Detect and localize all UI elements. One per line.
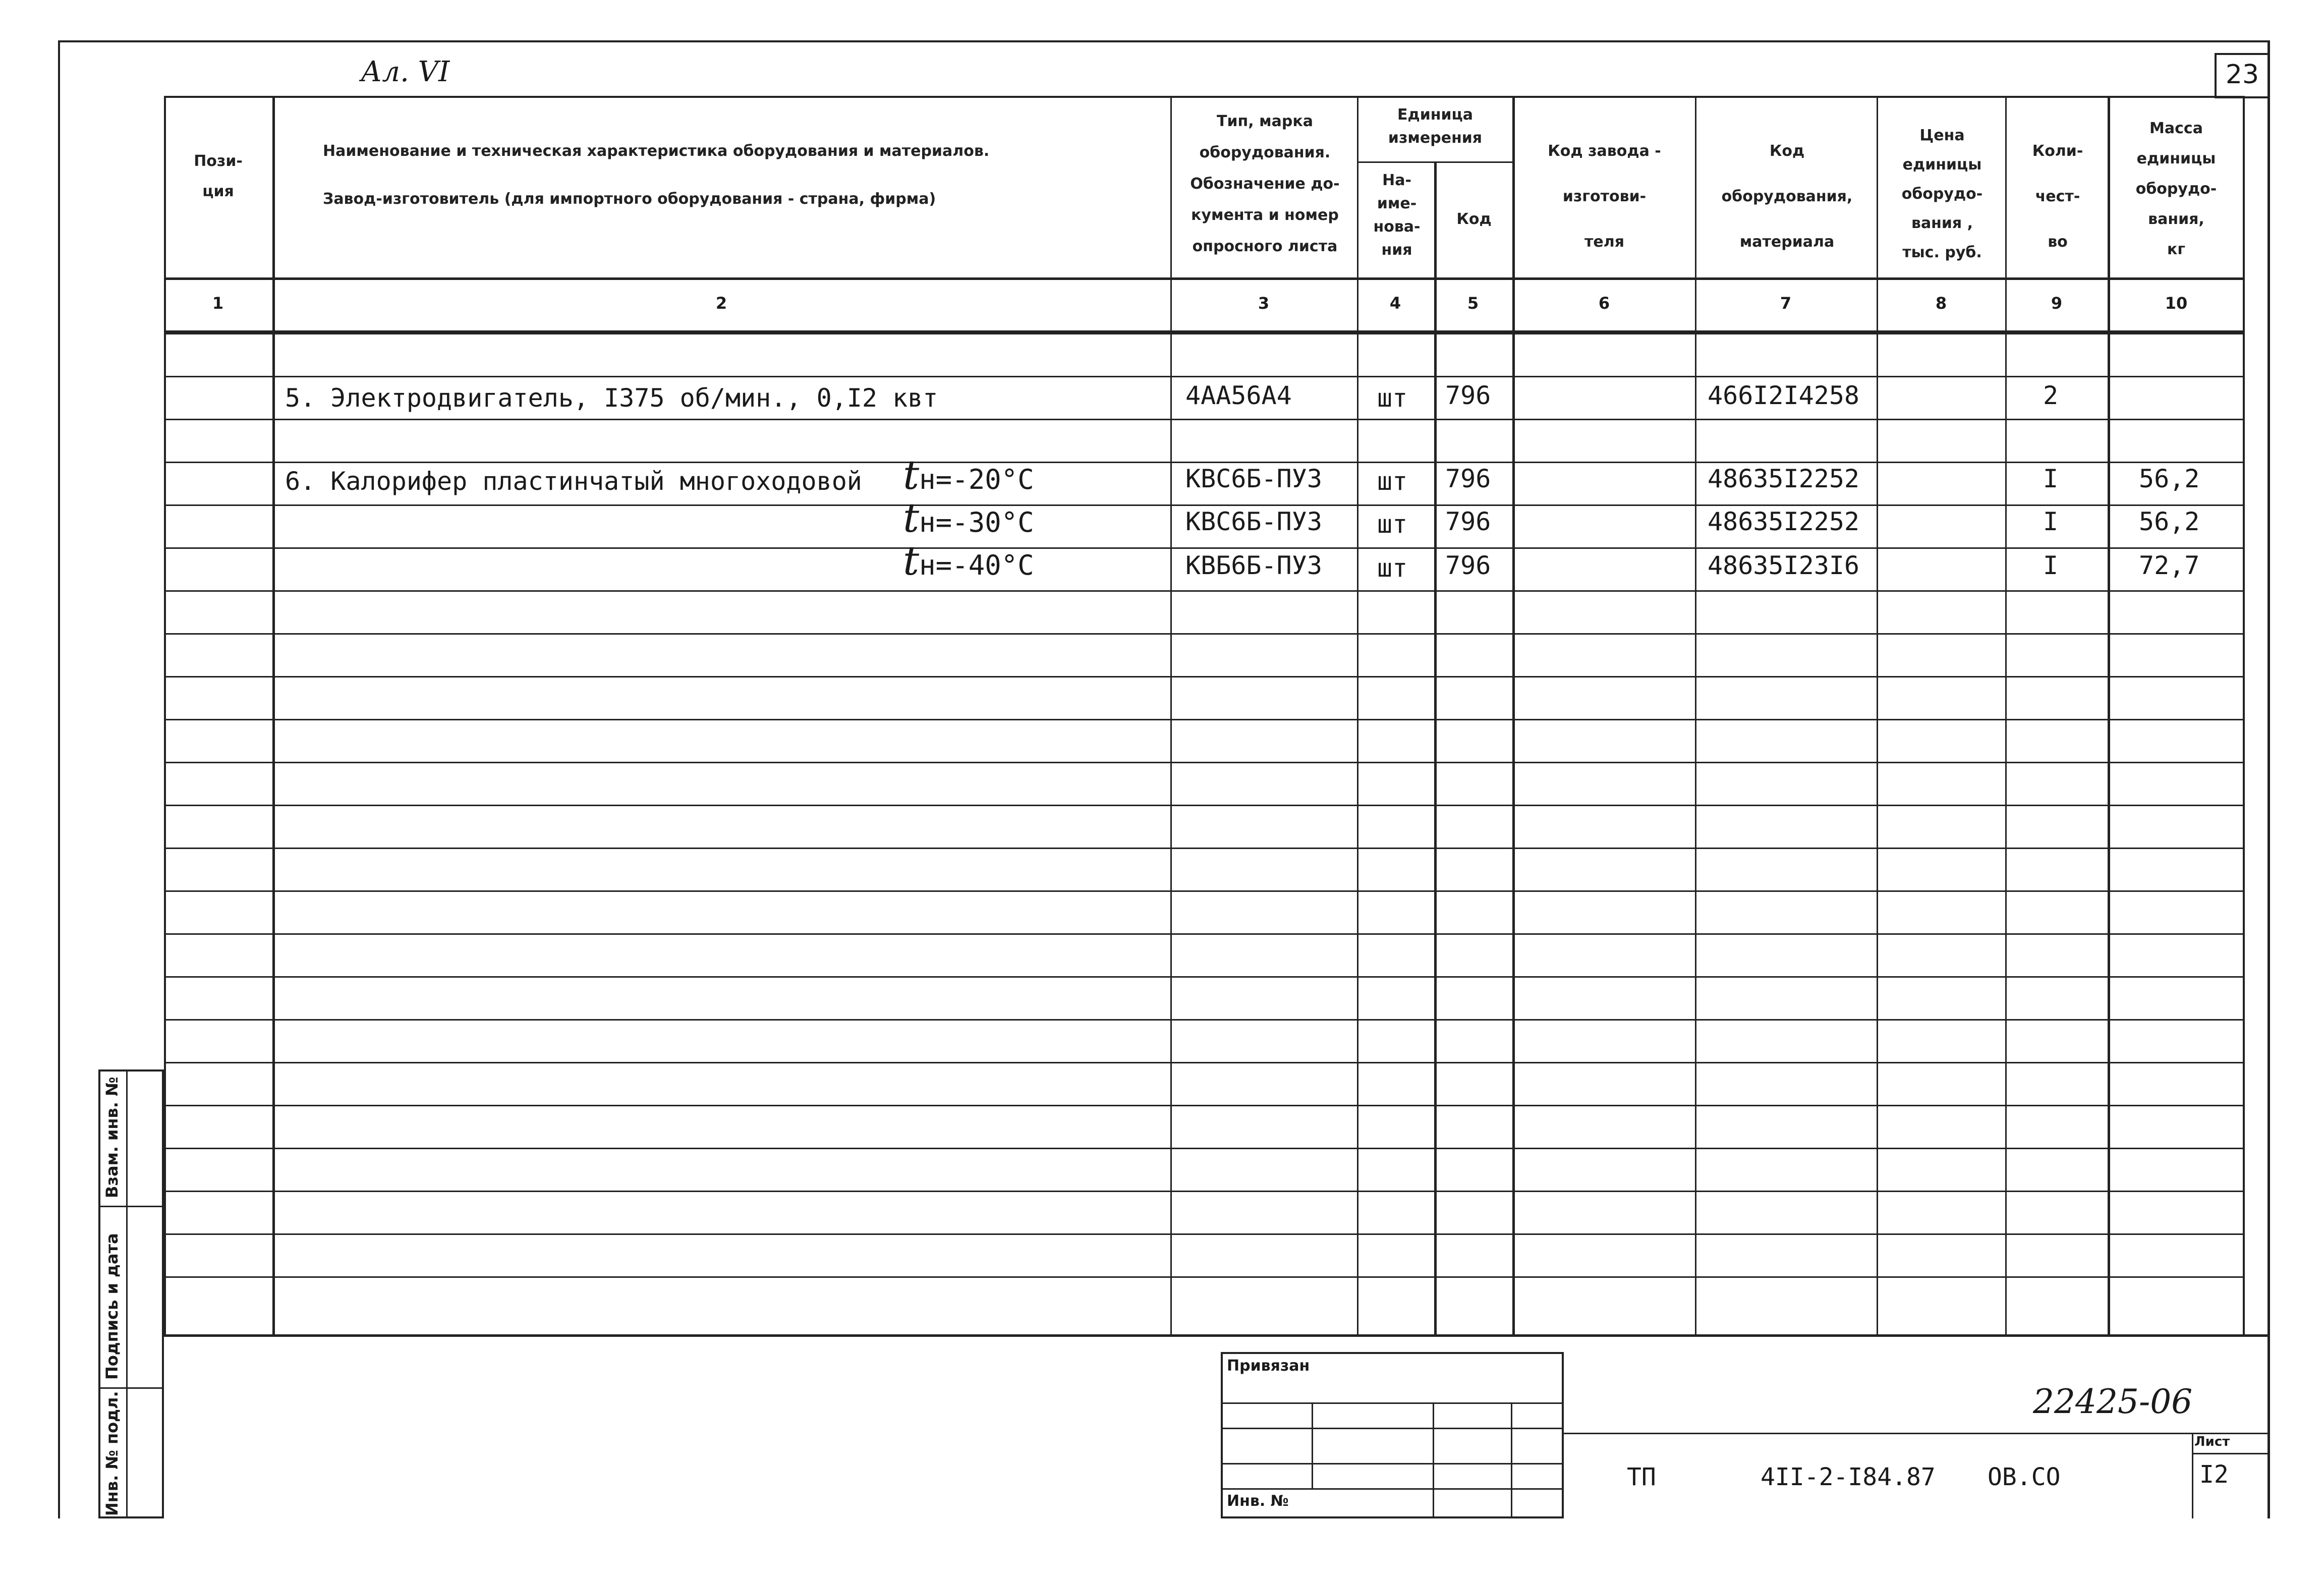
- col-line-2: [1170, 96, 1172, 1337]
- header-type-l1: Тип, марка: [1217, 112, 1313, 130]
- header-bottom-line: [164, 277, 2245, 280]
- title-sheet-sep: [2192, 1453, 2268, 1454]
- row4-temp-value: н=-40°С: [919, 549, 1034, 581]
- header-name-line1: Наименование и техническая характеристика оборудования и материалов.: [323, 142, 990, 160]
- table-bottom-line: [164, 1334, 2270, 1337]
- page-number: 23: [2225, 60, 2259, 90]
- attached-line-3: [1221, 1463, 1564, 1464]
- row4-type: КВБ6Б-ПУЗ: [1185, 551, 1322, 580]
- col-line-9: [2108, 96, 2110, 1337]
- row-line: [164, 762, 2245, 763]
- header-type-l5: опросного листа: [1192, 238, 1338, 255]
- colnum-2: 2: [715, 294, 727, 313]
- col-line-5: [1512, 96, 1515, 1337]
- frame-right-edge: [2268, 40, 2270, 1518]
- side-stamp-field-1: Инв. № подл.: [102, 1391, 122, 1516]
- row2-temp: [903, 452, 1034, 498]
- header-unit-name-l1: На-: [1382, 172, 1411, 189]
- row2-mass: 56,2: [2139, 464, 2200, 493]
- spec-table: [164, 96, 2245, 1337]
- header-qty-l3: во: [2048, 233, 2068, 251]
- header-mass-l2: единицы: [2136, 150, 2216, 167]
- title-sheet-col: [2192, 1433, 2193, 1518]
- row4-mass: 72,7: [2139, 551, 2200, 580]
- header-price-l1: Цена: [1919, 127, 1965, 144]
- header-mass-l4: вания,: [2148, 210, 2204, 228]
- row4-unit: шт: [1377, 553, 1408, 583]
- header-price-block: [1879, 121, 2005, 267]
- col-line-6: [1695, 96, 1696, 1337]
- handwritten-number: 22425-06: [2033, 1382, 2193, 1421]
- header-mass-l3: оборудо-: [2135, 180, 2217, 198]
- row2-type: КВС6Б-ПУЗ: [1185, 464, 1322, 493]
- row3-unit: шт: [1377, 510, 1408, 539]
- row-line: [164, 848, 2245, 849]
- row1-qty: 2: [2043, 381, 2059, 410]
- top-label: Ал. VI: [361, 55, 450, 88]
- header-unit-code: Код: [1456, 210, 1492, 228]
- row2-unit: шт: [1377, 467, 1408, 496]
- attached-line-4: [1221, 1488, 1564, 1490]
- row3-mass: 56,2: [2139, 507, 2200, 536]
- header-plant-l2: изготови-: [1562, 188, 1647, 205]
- row-line: [164, 547, 2245, 549]
- colnum-9: 9: [2051, 294, 2063, 313]
- row3-type: КВС6Б-ПУЗ: [1185, 507, 1322, 536]
- header-price-l5: тыс. руб.: [1902, 244, 1982, 261]
- row1-unit-code: 796: [1445, 381, 1491, 410]
- sheet-number: I2: [2199, 1460, 2229, 1489]
- attached-line-2: [1221, 1428, 1564, 1429]
- header-unit-group: Единица измерения: [1388, 106, 1483, 147]
- header-position: Пози- ция: [194, 152, 243, 200]
- row4-equip-code: 48635I23I6: [1708, 551, 1860, 580]
- row-line: [164, 933, 2245, 935]
- header-unit-name-block: [1359, 169, 1434, 262]
- header-price-l2: единицы: [1902, 156, 1982, 174]
- row1-type: 4АА56А4: [1185, 381, 1292, 410]
- col-line-1: [272, 96, 275, 1337]
- colnum-6: 6: [1598, 294, 1610, 313]
- header-equip-l3: материала: [1739, 233, 1835, 251]
- col-line-4: [1434, 161, 1437, 1337]
- side-stamp-field-3: Взам. инв. №: [102, 1077, 122, 1198]
- header-mass-block: [2110, 114, 2242, 265]
- row-line: [164, 1105, 2245, 1106]
- row3-temp-value: н=-30°С: [919, 506, 1034, 538]
- header-mass-l1: Масса: [2149, 120, 2203, 137]
- temp-t-symbol: t: [903, 452, 920, 498]
- col-line-3: [1357, 96, 1358, 1337]
- doc-prefix: ТП: [1627, 1463, 1656, 1491]
- attached-col-1: [1312, 1402, 1313, 1488]
- row-line: [164, 376, 2245, 377]
- row1-name: 5. Электродвигатель, I375 об/мин., 0,I2 квт: [285, 383, 938, 413]
- header-type-l3: Обозначение до-: [1190, 175, 1340, 193]
- colnum-7: 7: [1780, 294, 1792, 313]
- attached-col-3: [1511, 1402, 1512, 1518]
- row3-unit-code: 796: [1445, 507, 1491, 536]
- row-line: [164, 676, 2245, 678]
- attached-col-2: [1433, 1402, 1434, 1518]
- row-line: [164, 633, 2245, 635]
- row-line: [164, 590, 2245, 592]
- row3-temp: [903, 494, 1034, 541]
- row-line: [164, 504, 2245, 506]
- row2-qty: I: [2043, 464, 2059, 493]
- row2-name: 6. Калорифер пластинчатый многоходовой: [285, 467, 862, 496]
- row-line: [164, 462, 2245, 463]
- header-price-l3: оборудо-: [1901, 185, 1983, 203]
- row3-equip-code: 48635I2252: [1708, 507, 1860, 536]
- title-block-top-line: [1564, 1433, 2270, 1434]
- side-stamp-divider: [126, 1069, 128, 1518]
- row4-qty: I: [2043, 551, 2059, 580]
- row1-unit: шт: [1377, 383, 1408, 413]
- attached-label: Привязан: [1227, 1357, 1310, 1375]
- header-unit-name-l2: име-: [1377, 195, 1417, 212]
- row2-unit-code: 796: [1445, 464, 1491, 493]
- sheet-label: Лист: [2194, 1434, 2230, 1449]
- row1-equip-code: 466I2I4258: [1708, 381, 1860, 410]
- row-line: [164, 419, 2245, 420]
- doc-number: 4II-2-I84.87: [1761, 1463, 1936, 1491]
- colnum-1: 1: [212, 294, 224, 313]
- colnum-4: 4: [1389, 294, 1401, 313]
- header-equip-l2: оборудования,: [1721, 188, 1853, 205]
- header-mass-l5: кг: [2167, 241, 2186, 258]
- header-equip-code-block: [1697, 129, 1877, 265]
- row4-unit-code: 796: [1445, 551, 1491, 580]
- unit-group-line: [1357, 161, 1512, 163]
- header-type-block: [1173, 106, 1357, 262]
- row-line: [164, 1062, 2245, 1063]
- header-type-l4: кумента и номер: [1191, 206, 1339, 224]
- row-line: [164, 1191, 2245, 1192]
- inv-label: Инв. №: [1227, 1492, 1289, 1510]
- row-line: [164, 1276, 2245, 1278]
- row-line: [164, 976, 2245, 978]
- row2-equip-code: 48635I2252: [1708, 464, 1860, 493]
- header-equip-l1: Код: [1769, 142, 1805, 160]
- row3-qty: I: [2043, 507, 2059, 536]
- colnum-3: 3: [1258, 294, 1270, 313]
- row-line: [164, 1148, 2245, 1149]
- row2-temp-value: н=-20°С: [919, 464, 1034, 495]
- doc-code: ОВ.СО: [1988, 1463, 2061, 1491]
- row-line: [164, 719, 2245, 720]
- header-unit-name-l4: ния: [1381, 241, 1412, 259]
- row-line: [164, 1019, 2245, 1021]
- temp-t-symbol: t: [903, 537, 920, 584]
- side-stamp-sep1: [98, 1206, 164, 1207]
- row-line: [164, 805, 2245, 806]
- header-name-line2: Завод-изготовитель (для импортного оборудования - страна, фирма): [323, 190, 936, 208]
- side-stamp-sep2: [98, 1387, 164, 1389]
- row-line: [164, 890, 2245, 892]
- header-qty-block: [2008, 129, 2108, 265]
- temp-t-symbol: t: [903, 494, 920, 541]
- row-line: [164, 1233, 2245, 1235]
- header-price-l4: вания ,: [1911, 214, 1973, 232]
- header-qty-l1: Коли-: [2032, 142, 2083, 160]
- row4-temp: [903, 537, 1034, 584]
- header-plant-l3: теля: [1584, 233, 1624, 251]
- col-line-7: [1877, 96, 1878, 1337]
- side-stamp-field-2: Подпись и дата: [102, 1233, 122, 1380]
- header-qty-l2: чест-: [2035, 188, 2080, 205]
- col-line-8: [2005, 96, 2007, 1337]
- header-unit-name-l3: нова-: [1373, 218, 1421, 236]
- header-type-l2: оборудования.: [1199, 144, 1331, 161]
- row-line: [164, 333, 2245, 334]
- header-plant-code-block: [1515, 129, 1694, 265]
- colnum-10: 10: [2165, 294, 2188, 313]
- attached-line-1: [1221, 1402, 1564, 1404]
- colnum-5: 5: [1467, 294, 1479, 313]
- header-plant-l1: Код завода -: [1548, 142, 1661, 160]
- colnum-8: 8: [1935, 294, 1947, 313]
